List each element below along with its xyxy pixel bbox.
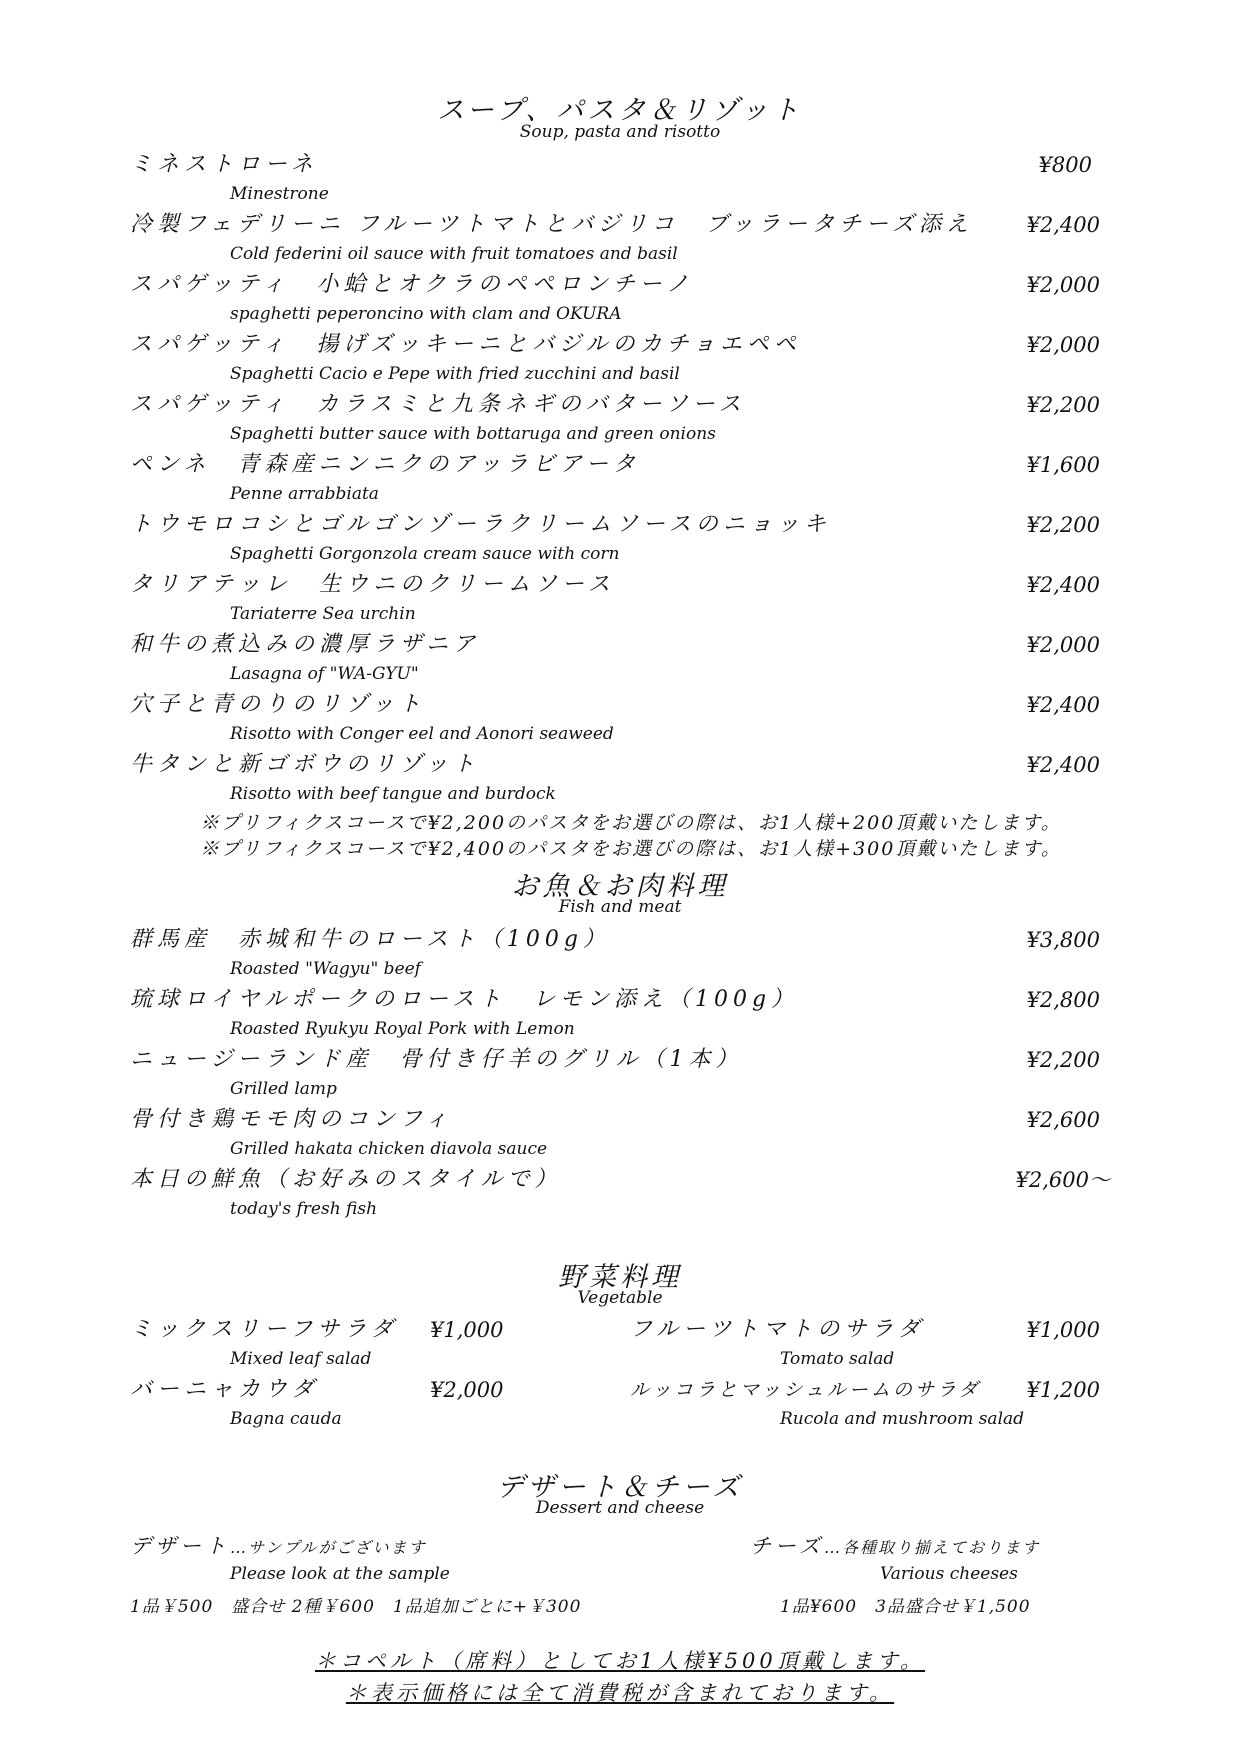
menu-item: [130, 330, 1100, 388]
item-price: ¥2,200: [1026, 393, 1100, 417]
prix-fixe-note: ※プリフィクスコースで¥2,200のパスタをお選びの際は、お1人様+200頂戴いたします。: [200, 812, 1062, 834]
item-name-jp: ルッコラとマッシュルームのサラダ: [630, 1379, 981, 1401]
item-name-en: Roasted Ryukyu Royal Pork with Lemon: [230, 1019, 575, 1039]
item-price: ¥3,800: [1026, 928, 1100, 952]
menu-item: [130, 1105, 1100, 1163]
cheese-block: [750, 1530, 1100, 1617]
item-price: ¥2,400: [1026, 693, 1100, 717]
menu-item: [130, 985, 1100, 1043]
item-name-en: Spaghetti Cacio e Pepe with fried zucchini and basil: [230, 364, 680, 384]
item-name-en: Risotto with beef tangue and burdock: [230, 784, 556, 804]
item-name-jp: 穴子と青のりのリゾット: [130, 692, 426, 717]
item-price: ¥800: [1038, 153, 1092, 177]
item-name-jp: 群馬産 赤城和牛のロースト（100g）: [130, 927, 610, 952]
menu-item: [130, 690, 1100, 748]
item-name-en: Mixed leaf salad: [230, 1349, 372, 1369]
item-name-jp: スパゲッティ カラスミと九条ネギのバターソース: [130, 392, 746, 417]
item-name-en: Cold federini oil sauce with fruit tomatoes and basil: [230, 244, 678, 264]
item-price: ¥2,000: [1026, 633, 1100, 657]
menu-item: [130, 1165, 1110, 1223]
item-name-en: Penne arrabbiata: [230, 484, 379, 504]
menu-item: [130, 1375, 550, 1433]
item-price: ¥2,800: [1026, 988, 1100, 1012]
item-name-jp: スパゲッティ 揚げズッキーニとバジルのカチョエペペ: [130, 332, 801, 357]
item-name-jp: バーニャカウダ: [130, 1377, 319, 1402]
item-name-jp: ニュージーランド産 骨付き仔羊のグリル（1本）: [130, 1047, 743, 1072]
item-name-en: Grilled hakata chicken diavola sauce: [230, 1139, 548, 1159]
item-name-en: Lasagna of "WA-GYU": [230, 664, 419, 684]
prix-fixe-note: ※プリフィクスコースで¥2,400のパスタをお選びの際は、お1人様+300頂戴いたします。: [200, 838, 1062, 860]
menu-item: [130, 270, 1100, 328]
item-name-en: Spaghetti Gorgonzola cream sauce with corn: [230, 544, 620, 564]
section-title-pasta: スープ、パスタ＆リゾット: [437, 95, 803, 126]
item-name-en: Bagna cauda: [230, 1409, 342, 1429]
menu-item: [130, 150, 1100, 208]
item-price: ¥1,200: [1026, 1378, 1100, 1402]
item-price: ¥2,400: [1026, 213, 1100, 237]
menu-item: [130, 390, 1100, 448]
menu-item: [130, 570, 1100, 628]
footer-note-tax: ＊表示価格には全て消費税が含まれております。: [345, 1681, 895, 1705]
item-price: ¥2,000: [1026, 273, 1100, 297]
item-name-en: Spaghetti butter sauce with bottaruga and green onions: [230, 424, 716, 444]
dessert-price: 1品￥500 盛合せ 2種￥600 1品追加ごとに+￥300: [130, 1597, 582, 1617]
section-subtitle-pasta: Soup, pasta and risotto: [519, 122, 721, 142]
item-name-jp: 骨付き鶏モモ肉のコンフィ: [130, 1107, 453, 1132]
cheese-price: 1品¥600 3品盛合せ￥1,500: [780, 1597, 1031, 1617]
item-price: ¥2,600: [1026, 1108, 1100, 1132]
menu-item: [630, 1375, 1100, 1433]
section-title-dessert: デザート＆チーズ: [496, 1472, 744, 1503]
item-price: ¥2,200: [1026, 513, 1100, 537]
item-name-jp: ペンネ 青森産ニンニクのアッラビアータ: [130, 452, 641, 477]
dessert-block: [130, 1530, 650, 1617]
menu-item: [130, 750, 1100, 808]
item-name-en: Minestrone: [230, 184, 329, 204]
item-name-jp: トウモロコシとゴルゴンゾーラクリームソースのニョッキ: [130, 512, 831, 537]
item-name-jp: フルーツトマトのサラダ: [630, 1317, 926, 1342]
item-name-en: Grilled lamp: [230, 1079, 337, 1099]
item-name-en: Tomato salad: [780, 1349, 895, 1369]
menu-item: [130, 1315, 550, 1373]
item-name-jp: 和牛の煮込みの濃厚ラザニア: [130, 632, 481, 657]
item-price: ¥2,000: [1026, 333, 1100, 357]
section-title-main: お魚＆お肉料理: [511, 871, 729, 902]
item-name-en: today's fresh fish: [230, 1199, 378, 1219]
section-title-veg: 野菜料理: [558, 1262, 682, 1293]
menu-item: [130, 450, 1100, 508]
item-price: ¥2,400: [1026, 753, 1100, 777]
item-name-en: Risotto with Conger eel and Aonori seaweed: [230, 724, 614, 744]
section-subtitle-veg: Vegetable: [577, 1288, 663, 1308]
item-name-en: Tariaterre Sea urchin: [230, 604, 416, 624]
item-name-jp: タリアテッレ 生ウニのクリームソース: [130, 572, 615, 597]
dessert-en: Please look at the sample: [230, 1564, 450, 1584]
item-name-en: spaghetti peperoncino with clam and OKURA: [230, 304, 622, 324]
menu-item: [130, 1045, 1100, 1103]
item-name-jp: ミックスリーフサラダ: [130, 1317, 399, 1342]
menu-item: [130, 510, 1100, 568]
item-price: ¥2,200: [1026, 1048, 1100, 1072]
item-price: ¥2,600～: [1015, 1168, 1110, 1192]
item-name-jp: 冷製フェデリーニ フルーツトマトとバジリコ ブッラータチーズ添え: [130, 212, 974, 237]
item-name-jp: 本日の鮮魚（お好みのスタイルで）: [130, 1167, 562, 1192]
item-price: ¥1,000: [430, 1318, 504, 1342]
item-name-en: Rucola and mushroom salad: [780, 1409, 1025, 1429]
section-subtitle-main: Fish and meat: [558, 897, 682, 917]
item-price: ¥1,600: [1026, 453, 1100, 477]
item-price: ¥2,400: [1026, 573, 1100, 597]
menu-item: [130, 630, 1100, 688]
menu-item: [630, 1315, 1100, 1373]
dessert-name: デザート…サンプルがございます: [130, 1534, 427, 1558]
cheese-name: チーズ…各種取り揃えております: [750, 1534, 1040, 1558]
item-price: ¥2,000: [430, 1378, 504, 1402]
footer-note-coperto: ＊コペルト（席料）としてお1人様¥500頂戴します。: [314, 1649, 926, 1673]
item-name-jp: 琉球ロイヤルポークのロースト レモン添え（100g）: [130, 987, 799, 1012]
item-name-jp: スパゲッティ 小蛤とオクラのペペロンチーノ: [130, 272, 694, 297]
section-subtitle-dessert: Dessert and cheese: [535, 1498, 705, 1518]
item-name-jp: 牛タンと新ゴボウのリゾット: [130, 752, 480, 777]
menu-item: [130, 210, 1100, 268]
item-price: ¥1,000: [1026, 1318, 1100, 1342]
item-name-jp: ミネストローネ: [130, 152, 318, 177]
cheese-en: Various cheeses: [880, 1564, 1018, 1584]
menu-item: [130, 925, 1100, 983]
item-name-en: Roasted "Wagyu" beef: [230, 959, 421, 979]
